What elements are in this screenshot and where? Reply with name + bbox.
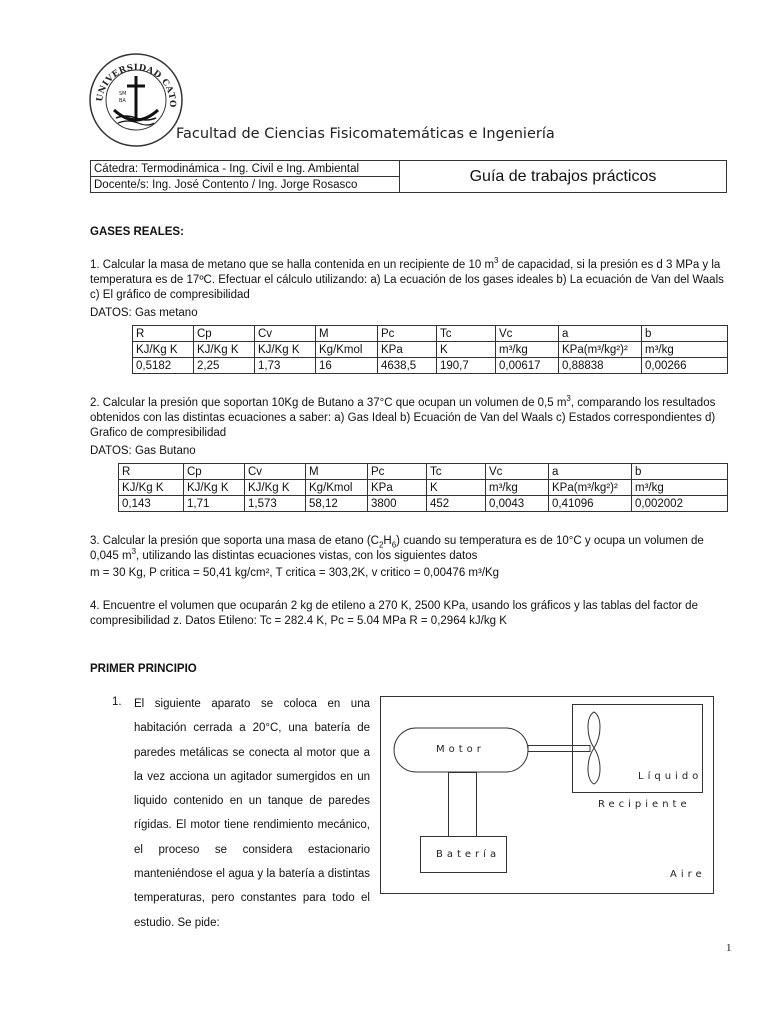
problem-2-text: 2. Calcular la presión que soportan 10Kg de Butano a 37°C que ocupan un volumen de 0,5 $m^3$, comparando los resultados obtenidos con las distintas ecuaciones a saber: a) Gas Ideal b) Ecuación de Van del Waals c) Estados correspondientes d) Grafico de compresibilidad — [90, 394, 716, 439]
table-cell: b — [642, 326, 728, 342]
problem-2-datos: DATOS: Gas Butano — [90, 445, 196, 457]
table-cell: b — [632, 464, 728, 480]
table-cell: Cv — [245, 464, 306, 480]
problem-1-datos: DATOS: Gas metano — [90, 307, 198, 319]
problem-3-data-line: m = 30 Kg, P critica = 50,41 kg/cm², T critica = 303,2K, v critico = 0,00476 m³/Kg — [90, 567, 500, 579]
table-cell: 16 — [316, 358, 378, 374]
item-number: 1. — [112, 696, 122, 708]
svg-text:BA: BA — [119, 98, 126, 104]
svg-text:UNIVERSIDAD CATOLICA ARGENTINA: UNIVERSIDAD CATO — [94, 62, 178, 108]
table-cell: 4638,5 — [378, 358, 437, 374]
table-cell: KJ/Kg K — [119, 480, 184, 496]
aire-label: Aire — [670, 869, 706, 880]
table-cell: K — [437, 342, 496, 358]
table-cell: 0,143 — [119, 496, 184, 512]
table-cell: M — [316, 326, 378, 342]
catedra-cell: Cátedra: Termodinámica - Ing. Civil e Ing. Ambiental — [91, 161, 400, 177]
problem-1-text: 1. Calcular la masa de metano que se halla contenida en un recipiente de 10 $m^3$ de capacidad, si la presión es d 3 MPa y la temperatura es de 17ºC. Efectuar el cálculo utilizando: a) La ecuación de los gases ideales b) La ecuación de Van del Waals c) El gráfico de compresibilidad — [90, 256, 724, 301]
table-cell: R — [119, 464, 184, 480]
problem-4-text: 4. Encuentre el volumen que ocuparán 2 kg de etileno a 270 K, 2500 KPa, usando los gráficos y las tablas del factor de compresibilidad z. Datos Etileno: Tc = 282.4 K, Pc = 5.04 MPa R = 0,2964 kJ/kg K — [90, 600, 698, 627]
section-title-gases: GASES REALES: — [90, 226, 184, 238]
table-cell: a — [549, 464, 632, 480]
table-cell: KJ/Kg K — [245, 480, 306, 496]
table-cell: K — [427, 480, 486, 496]
guide-title: Guía de trabajos prácticos — [400, 161, 727, 193]
table-cell: Kg/Kmol — [316, 342, 378, 358]
table-cell: R — [133, 326, 194, 342]
apparatus-diagram — [380, 696, 714, 894]
table-cell: Tc — [437, 326, 496, 342]
table-cell: 1,573 — [245, 496, 306, 512]
table-cell: 452 — [427, 496, 486, 512]
table-cell: 0,88838 — [559, 358, 642, 374]
recipiente-label: Recipiente — [598, 799, 691, 810]
bateria-label: Batería — [436, 849, 501, 860]
table-cell: m³/kg — [486, 480, 549, 496]
table-row — [133, 358, 728, 374]
table-row — [133, 326, 728, 342]
table-cell: Pc — [368, 464, 427, 480]
table-cell: Pc — [378, 326, 437, 342]
table-row — [133, 342, 728, 358]
methane-data-table — [132, 325, 728, 374]
motor-label: Motor — [436, 744, 485, 755]
section-title-primer-principio: PRIMER PRINCIPIO — [90, 663, 197, 675]
table-cell: 0,00266 — [642, 358, 728, 374]
table-cell: 0,00617 — [496, 358, 559, 374]
table-cell: 0,002002 — [632, 496, 728, 512]
table-cell: KPa(m³/kg²)² — [549, 480, 632, 496]
table-cell: Tc — [427, 464, 486, 480]
table-cell: m³/kg — [632, 480, 728, 496]
table-cell: 1,73 — [255, 358, 316, 374]
table-row — [119, 496, 728, 512]
table-cell: KPa(m³/kg²)² — [559, 342, 642, 358]
liquido-label: Líquido — [638, 771, 703, 782]
table-cell: KJ/Kg K — [255, 342, 316, 358]
table-cell: 58,12 — [306, 496, 368, 512]
table-cell: Cp — [194, 326, 255, 342]
faculty-title: Facultad de Ciencias Fisicomatemáticas e Ingeniería — [176, 126, 555, 142]
item-text: El siguiente aparato se coloca en una habitación cerrada a 20°C, una batería de paredes metálicas se conecta al motor que a la vez acciona un agitador sumergidos en un liquido contenido en un tanque de paredes rígidas. El motor tiene rendimiento mecánico, el proceso se considera estacionario manteniéndose el agua y la batería a distintas temperaturas, pero constantes para todo el estudio. Se pide: — [134, 698, 370, 929]
table-row — [119, 480, 728, 496]
table-cell: 0,5182 — [133, 358, 194, 374]
table-cell: a — [559, 326, 642, 342]
table-cell: m³/kg — [496, 342, 559, 358]
table-cell: Cp — [184, 464, 245, 480]
table-cell: KPa — [378, 342, 437, 358]
table-cell: Cv — [255, 326, 316, 342]
table-cell: KJ/Kg K — [133, 342, 194, 358]
table-cell: 0,41096 — [549, 496, 632, 512]
table-cell: 190,7 — [437, 358, 496, 374]
table-cell: KPa — [368, 480, 427, 496]
table-cell: 1,71 — [184, 496, 245, 512]
problem-3-text: 3. Calcular la presión que soporta una masa de etano $(C_2H_6)$ cuando su temperatura es de 10°C y ocupa un volumen de 0,045 $m^3$, utilizando las distintas ecuaciones vistas, con los siguientes datos — [90, 535, 704, 562]
butane-data-table — [118, 463, 728, 512]
docentes-cell: Docente/s: Ing. José Contento / Ing. Jorge Rosasco — [91, 177, 400, 193]
table-cell: Vc — [486, 464, 549, 480]
table-cell: Vc — [496, 326, 559, 342]
table-row — [119, 464, 728, 480]
svg-text:SM: SM — [119, 91, 127, 97]
table-cell: 2,25 — [194, 358, 255, 374]
table-cell: M — [306, 464, 368, 480]
table-cell: 3800 — [368, 496, 427, 512]
table-cell: m³/kg — [642, 342, 728, 358]
table-cell: 0,0043 — [486, 496, 549, 512]
table-cell: KJ/Kg K — [184, 480, 245, 496]
table-cell: Kg/Kmol — [306, 480, 368, 496]
table-cell: KJ/Kg K — [194, 342, 255, 358]
page-number: 1 — [726, 942, 732, 954]
course-header-table — [90, 160, 727, 193]
university-seal — [88, 52, 184, 148]
